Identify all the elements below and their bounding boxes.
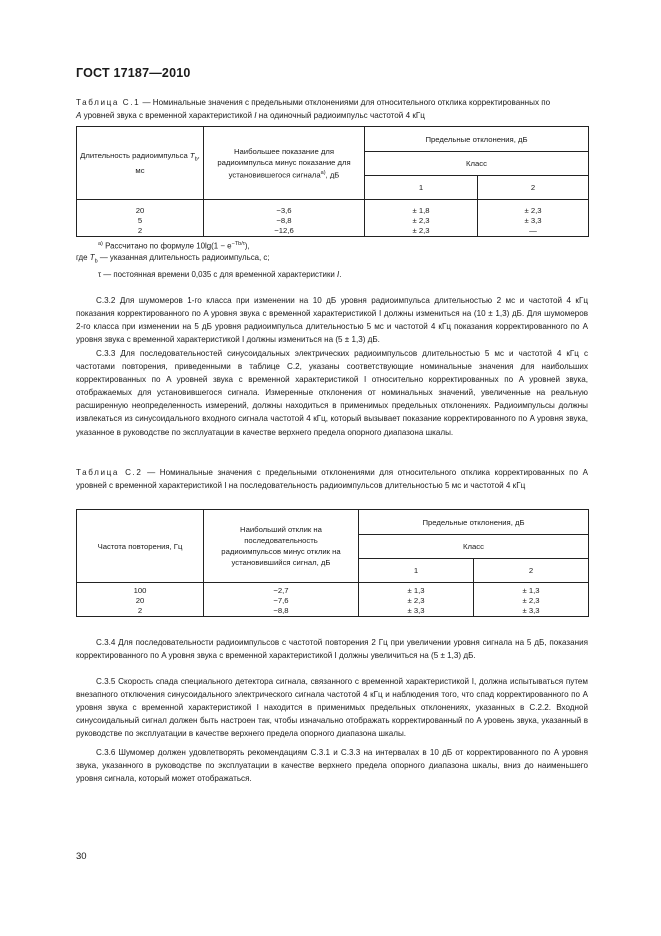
- table1-cell-class2: ± 2,3: [478, 206, 589, 216]
- table2: [76, 509, 589, 617]
- table1-caption-text2: уровней звука с временной характеристикой: [83, 111, 253, 120]
- table1-cell-duration: 20: [77, 206, 204, 216]
- table1-caption-label: Таблица С.1: [76, 98, 141, 107]
- note-a-end: ),: [244, 241, 250, 251]
- table2-class1-header: 1: [359, 559, 474, 583]
- table1-cell-class1: ± 1,8: [365, 206, 478, 216]
- table1-col1-header-text: Длительность радиоимпульса: [80, 150, 188, 160]
- table1-col2-unit: , дБ: [325, 170, 340, 180]
- table2-caption-text: — Номинальные значения с предельными отклонениями для относительного отклика корректированных по A уровней с временной характеристикой I на последовательность радиоимпульсов длительностью 5 мс и частотой 4 кГц: [76, 468, 589, 490]
- table-row: [77, 206, 589, 216]
- table1-caption-i: I: [254, 111, 257, 120]
- table1-col1-unit: , мс: [135, 150, 200, 176]
- table-row: [77, 606, 589, 617]
- table1-caption-text3: на одиночный радиоимпульс частотой 4 кГц: [258, 111, 425, 120]
- table2-cell-freq: 100: [77, 586, 204, 596]
- table-row: [77, 216, 589, 226]
- table1-note-tb: [76, 252, 341, 268]
- paragraph-c35: [76, 675, 588, 740]
- table2-cell-class1: ± 3,3: [359, 606, 474, 617]
- table2-col2-header: Наибольший отклик на последовательность радиоимпульсов минус отклик на установившийся сигнал, дБ: [204, 510, 359, 583]
- table2-cell-class2: ± 3,3: [474, 606, 589, 617]
- table1-col1-header: [77, 127, 204, 200]
- table2-cell-class2: ± 1,3: [474, 586, 589, 596]
- table2-class2-header: 2: [474, 559, 589, 583]
- table2-caption-label: Таблица С.2: [76, 468, 143, 477]
- table2-cell-value: −8,8: [204, 606, 359, 617]
- table1-col2-header-text: Наибольшее показание для радиоимпульса минус показание для установившегося сигнала: [217, 146, 351, 180]
- table-row: [77, 596, 589, 606]
- paragraph-c33-text: С.3.3 Для последовательностей синусоидальных электрических радиоимпульсов длительностью 5 мс и частотой 4 кГц с частотами повторения, приведенными в таблице С.2, указаны соответствующие номинальные значения для наибольших корректированных по A уровней звука с временной характеристикой I относительно корректированных по A уровней звука, отображаемых для установившегося сигнала. Измеренные отклонения от номинальных значений, увеличенные на реальную расширенную неопределенность измерений, должны находиться в применимых предельных отклонениях. Радиоимпульсы должны извлекаться из синусоидального входного сигнала частотой 4 кГц, который вызывает показание корректированного по A уровня звука, указанное в руководстве по эксплуатации в качестве верхнего предела опорного диапазона шкалы.: [76, 349, 588, 437]
- table1-cell-class2: —: [478, 226, 589, 237]
- table2-cell-value: −7,6: [204, 596, 359, 606]
- table2-caption: [76, 466, 588, 492]
- note-tau-i: I: [337, 269, 340, 279]
- table1-cell-duration: 2: [77, 226, 204, 237]
- note-where: где: [76, 253, 88, 263]
- table1-col1-sub: b: [194, 156, 198, 163]
- table2-class-header: Класс: [359, 535, 589, 559]
- table1-class1-header: 1: [365, 176, 478, 200]
- table2-cell-class1: ± 1,3: [359, 586, 474, 596]
- table1-col1-symbol: T: [189, 150, 195, 160]
- table1-col2-sup: а): [320, 169, 326, 176]
- table1-class2-header: 2: [478, 176, 589, 200]
- table1-col2-header: [204, 127, 365, 200]
- paragraph-c36-text: С.3.6 Шумомер должен удовлетворять рекомендациям С.3.1 и С.3.3 на интервалах в 10 дБ от корректированного по A уровня звука, указанного в руководстве по эксплуатации в качестве верхнего предела опорного диапазона шкалы, вниз до наименьшего уровня сигнала, который может отображаться.: [76, 748, 588, 784]
- note-a-exp: −Tb/τ: [231, 241, 245, 247]
- table1-col3-header: Предельные отклонения, дБ: [365, 127, 589, 152]
- table1-cell-class2: ± 3,3: [478, 216, 589, 226]
- table2-cell-freq: 20: [77, 596, 204, 606]
- table1-note-tau: [76, 269, 341, 281]
- note-a-text: Рассчитано по формуле 10lg(1 − e: [105, 241, 232, 251]
- paragraph-c34: [76, 636, 588, 662]
- table2-cell-freq: 2: [77, 606, 204, 617]
- paragraph-c32-text: С.3.2 Для шумомеров 1-го класса при изменении на 10 дБ уровня радиоимпульса длительностью 2 мс и частотой 4 кГц показания корректированного по A уровня звука с временной характеристикой I должны измениться на (10 ± 1,3) дБ. Для шумомеров 2-го класса при изменении на 5 дБ уровня радиоимпульса длительностью 5 мс и частотой 4 кГц показания корректированного по A уровня звука с временной характеристикой I должны измениться на (5 ± 1,3) дБ.: [76, 296, 588, 345]
- table2-col1-header: Частота повторения, Гц: [77, 510, 204, 583]
- paragraph-c34-text: С.3.4 Для последовательности радиоимпульсов с частотой повторения 2 Гц при увеличении уровня сигнала на 5 дБ, показания корректированного по A уровня звука с временной характеристикой I должны увеличиться на (5 ± 1,3) дБ.: [76, 638, 588, 661]
- table1-caption-text: — Номинальные значения с предельными отклонениями для относительного отклика корректированных по: [142, 98, 551, 107]
- table2-cell-value: −2,7: [204, 586, 359, 596]
- table1-notes: [76, 239, 341, 281]
- paragraph-c36: [76, 746, 588, 785]
- paragraph-c35-text: С.3.5 Скорость спада специального детектора сигнала, связанного с временной характеристикой I, должна испытываться путем внезапного отключения синусоидального электрического сигнала частотой 4 кГц и наблюдения того, что спад корректированного по A уровня звука с временной характеристикой I находится в применимых предельных отклонениях, указанных в С.2.2. Входной синусоидальный сигнал должен быть настроен так, чтобы изначально отображать корректированный по A уровень звука, указанный в руководстве по эксплуатации в качестве верхнего предела опорного диапазона шкалы.: [76, 677, 588, 739]
- table1-cell-duration: 5: [77, 216, 204, 226]
- table-row: [77, 586, 589, 596]
- table1-caption-a: A: [76, 111, 82, 120]
- table1-cell-class1: ± 2,3: [365, 216, 478, 226]
- note-tau-text: τ — постоянная времени 0,035 с для временной характеристики: [98, 269, 335, 279]
- table2-col3-header: Предельные отклонения, дБ: [359, 510, 589, 535]
- table1-cell-value: −12,6: [204, 226, 365, 237]
- note-tb-text: — указанная длительность радиоимпульса, с;: [99, 253, 270, 263]
- table2-cell-class2: ± 2,3: [474, 596, 589, 606]
- table1-class-header: Класс: [365, 152, 589, 176]
- table1-cell-class1: ± 2,3: [365, 226, 478, 237]
- note-tb-sub: b: [94, 259, 98, 265]
- table2-cell-class1: ± 2,3: [359, 596, 474, 606]
- table1-note-a: [76, 239, 341, 252]
- page-number: 30: [76, 851, 87, 862]
- table-row: [77, 226, 589, 237]
- note-tau-end: .: [339, 269, 342, 279]
- table1: [76, 126, 589, 237]
- paragraph-c32: [76, 294, 588, 346]
- table1-cell-value: −3,6: [204, 206, 365, 216]
- note-a-mark: а): [98, 241, 103, 247]
- table1-caption: [76, 96, 588, 122]
- paragraph-c33: [76, 347, 588, 439]
- table1-cell-value: −8,8: [204, 216, 365, 226]
- note-tb-symbol: T: [89, 253, 95, 263]
- document-header: ГОСТ 17187—2010: [76, 66, 191, 80]
